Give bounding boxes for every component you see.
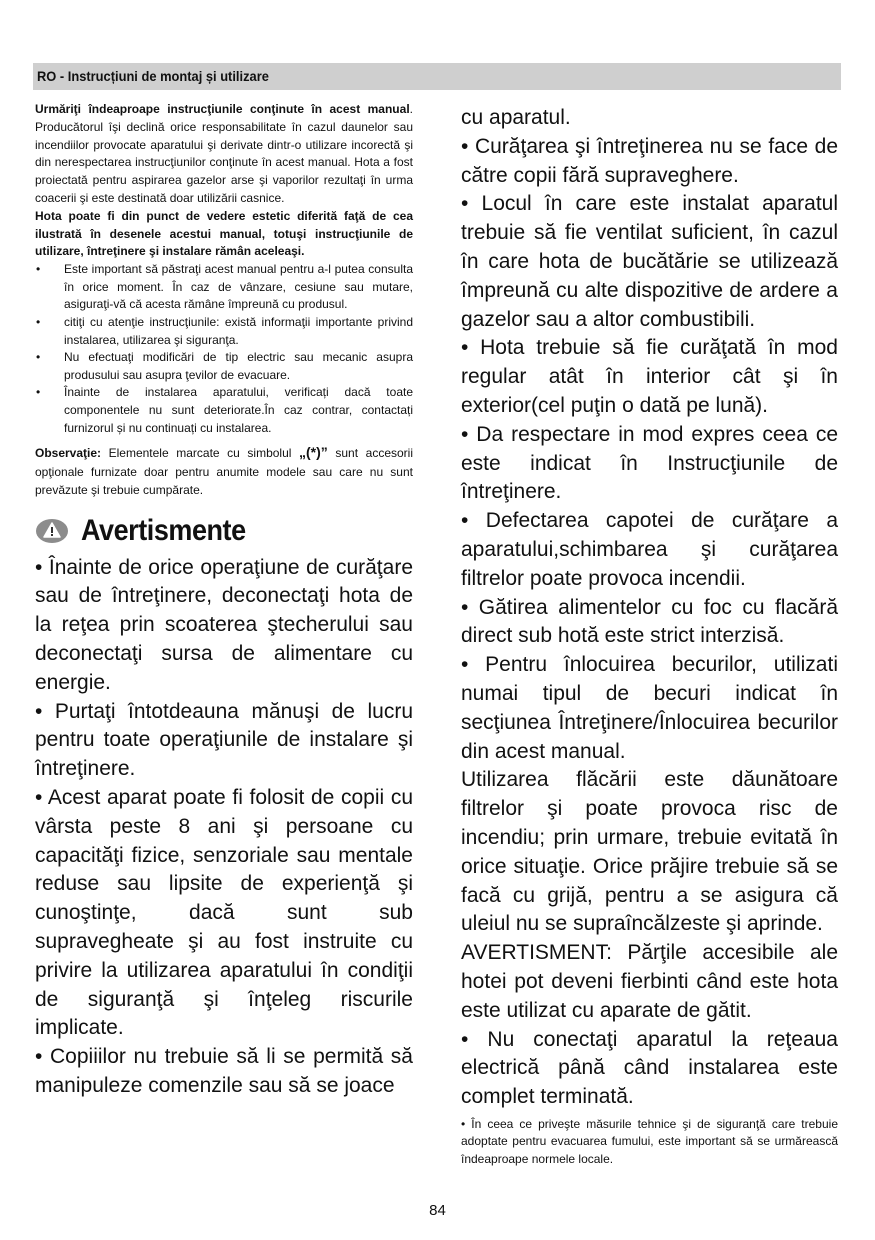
list-item: • Este important să păstraţi acest manual pentru a-l putea consulta în orice moment. În caz de vânzare, cesiune sau mutare, asiguraţi-vă că acesta rămâne împreună cu produsul. [36, 262, 413, 312]
warning-paragraph: Utilizarea flăcării este dăunătoare filtrelor şi poate provoca risc de incendiu; prin urmare, trebuie evitată în orice situaţie. Orice prăjire trebuie să se facă cu grijă, pentru a se asigura că uleiul nu se supraîncălzeste şi aprinde. [461, 768, 838, 936]
list-item: • citiţi cu atenţie instrucţiunile: există informaţii importante privind instalarea, utilizarea şi siguranţa. [36, 314, 413, 347]
intro-bullet-list [35, 261, 413, 437]
warning-paragraph: • Gătirea alimentelor cu foc cu flacără direct sub hotă este strict interzisă. [461, 595, 838, 648]
bullet-mark: • [36, 262, 41, 277]
observation-note: Observaţie: Elementele marcate cu simbolul „(*)” sunt accesorii opţionale furnizate doar pentru anumite modele sau care nu sunt prevăzute şi trebuie cumpărate. [35, 444, 413, 498]
warnings-right-text [461, 104, 838, 1112]
intro-block [35, 101, 413, 261]
warning-paragraph: • Hota trebuie să fie curăţată în mod regular atât în interior cât şi în exterior(cel puţin o dată pe lună). [461, 336, 838, 417]
optional-symbol: „(*)” [299, 444, 328, 461]
warning-paragraph: • Pentru înlocuirea becurilor, utilizati numai tipul de becuri indicat în secţiunea Întreţinere/Înlocuirea becurilor din acest manual. [461, 653, 838, 763]
intro-bold-lead: Urmăriţi îndeaproape instrucţiunile conţinute în acest manual [35, 102, 410, 116]
section-title: RO - Instrucțiuni de montaj și utilizare [37, 68, 269, 84]
warning-paragraph: • Nu conectaţi aparatul la reţeaua electrică până când instalarea este complet terminată. [461, 1027, 838, 1109]
section-header-bar [33, 63, 841, 90]
warnings-left-text [35, 554, 413, 1101]
warnings-title: Avertismente [81, 513, 246, 547]
warning-paragraph: • Curăţarea şi întreţinerea nu se face de către copii fără supraveghere. [461, 134, 838, 187]
bullet-mark: • [36, 350, 41, 365]
warnings-heading [35, 514, 413, 548]
warning-paragraph: AVERTISMENT: Părţile accesibile ale hotei pot deveni fierbinti când este hota este utilizat cu aparate de gătit. [461, 941, 838, 1022]
bullet-mark: • [36, 314, 41, 329]
observation-label: Observaţie: [35, 446, 102, 461]
warning-paragraph: • Da respectare in mod expres ceea ce este indicat în Instrucţiunile de întreţinere. [461, 422, 838, 504]
warning-paragraph: • Acest aparat poate fi folosit de copii cu vârsta peste 8 ani şi persoane cu capacităţi fizice, senzoriale sau mentale reduse sau lipsite de experienţă şi cunoştinţe, dacă sunt sub supravegheate şi au fost instruite cu privire la utilizarea aparatului în condiţii de siguranţă şi înţeleg riscurile implicate. [35, 785, 413, 1040]
bullet-mark: • [36, 385, 41, 400]
warning-paragraph: • Defectarea capotei de curăţare a aparatului,schimbarea şi curăţarea filtrelor poate provoca incendii. [461, 509, 838, 590]
warning-paragraph: • Purtaţi întotdeauna mănuşi de lucru pentru toate operaţiunile de instalare şi întreţinere. [35, 699, 413, 781]
right-column [461, 104, 838, 1168]
warning-paragraph: • Înainte de orice operaţiune de curăţare sau de întreţinere, deconectaţi hota de la reţea prin scoaterea ştecherului sau deconectaţi sursa de alimentare cu energie. [35, 555, 413, 694]
list-item: • Înainte de instalarea aparatului, verificați dacă toate componentele nu sunt deteriorate.În caz contrar, contactați furnizorul și nu continuați cu instalarea. [36, 385, 413, 435]
list-item: • Nu efectuaţi modificări de tip electric sau mecanic asupra produsului sau asupra ţevilor de evacuare. [36, 350, 413, 382]
warning-paragraph: • Copiiilor nu trebuie să li se permită să manipuleze comenzile sau să se joace [35, 1045, 413, 1097]
left-column [35, 101, 413, 1101]
intro-rest: . Producătorul îşi declină orice responsabilitate în cazul daunelor sau incendiilor provocate aparatului şi derivate dintr-o utilizare incorectă şi din nerespectarea instrucţiunilor conţinute în acest manual. Hota a fost proiectată pentru aspirarea gazelor arse şi vaporilor rezultaţi în urma coacerii şi este destinată doar utilizării casnice. [35, 102, 413, 205]
intro-paragraph [35, 101, 413, 208]
design-note: Hota poate fi din punct de vedere estetic diferită faţă de cea ilustrată în desenele acestui manual, totuşi instrucţiunile de utilizare, întreţinere şi instalare rămân aceleaşi. [35, 208, 413, 259]
warning-paragraph: • Locul în care este instalat aparatul trebuie să fie ventilat suficient, în cazul în care hota de bucătărie se utilizează împreună cu alte dispozitive de ardere a gazelor sau a altor combustibili. [461, 192, 838, 331]
safety-note: • În ceea ce priveşte măsurile tehnice şi de siguranţă care trebuie adoptate pentru evacuarea fumului, este important să se urmărească îndeaproape normele locale. [461, 1116, 838, 1166]
warning-paragraph: cu aparatul. [461, 106, 571, 129]
page-number: 84 [429, 1202, 446, 1219]
warning-triangle-icon [35, 518, 69, 544]
